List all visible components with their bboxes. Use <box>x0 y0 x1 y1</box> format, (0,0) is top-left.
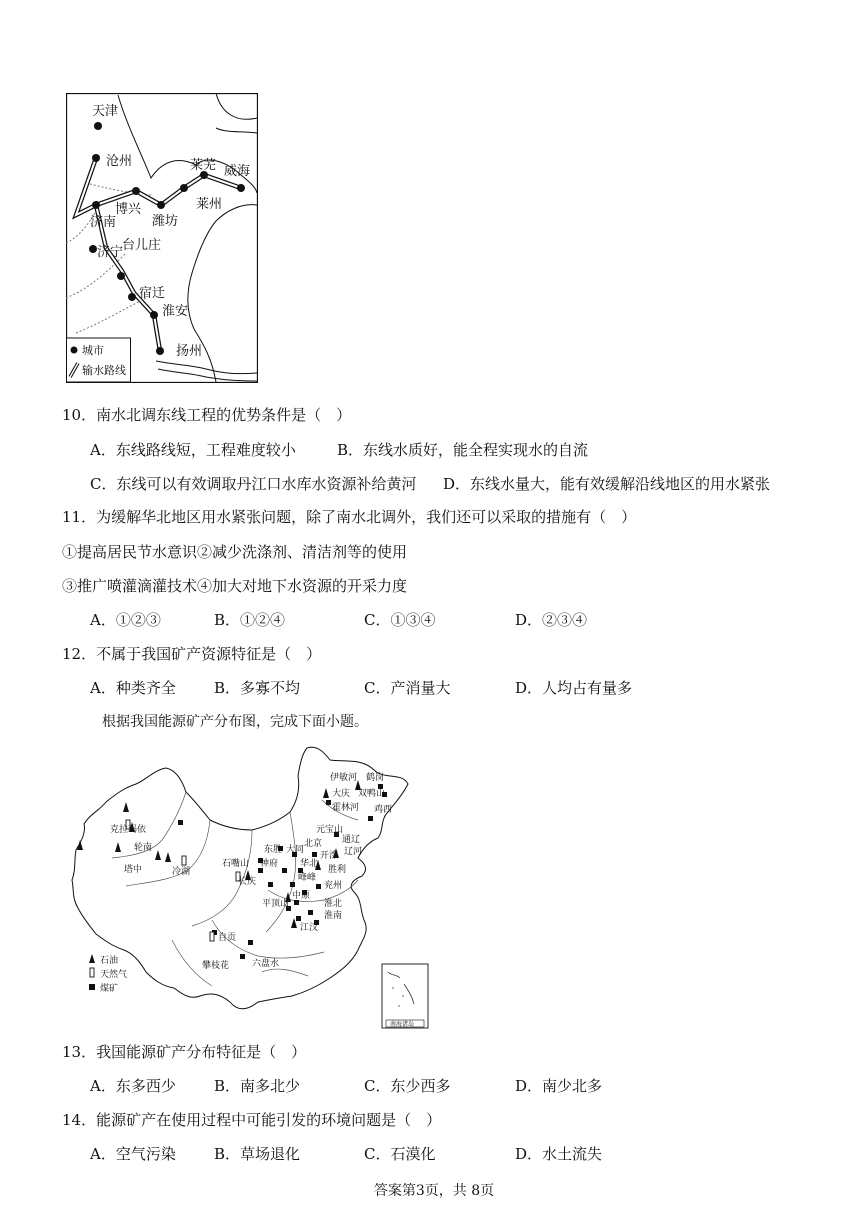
place-label: 北京 <box>304 839 323 849</box>
place-label: 东胜 <box>264 845 283 855</box>
city-label: 济宁 <box>97 245 124 260</box>
question-11-stem: 11．为缓解华北地区用水紧张问题，除了南水北调外，我们还可以采取的措施有（ ） <box>62 508 637 526</box>
energy-mineral-map-svg <box>62 740 434 1032</box>
legend-coal-label: 煤矿 <box>100 984 119 994</box>
east-route-map <box>66 93 258 383</box>
place-label: 淮北 <box>324 899 343 909</box>
question-12-option-d[interactable]: D．人均占有量多 <box>515 679 633 697</box>
question-11-option-c[interactable]: C．①③④ <box>364 611 436 629</box>
place-label: 鹤岗 <box>366 773 385 783</box>
place-label: 冷湖 <box>172 867 191 877</box>
question-11-line-1: ①提高居民节水意识②减少洗涤剂、清洁剂等的使用 <box>62 543 408 561</box>
city-label: 莱芜 <box>190 158 217 173</box>
place-label: 大同 <box>286 845 305 855</box>
question-10-stem: 10．南水北调东线工程的优势条件是（ ） <box>62 406 352 424</box>
question-12-stem: 12．不属于我国矿产资源特征是（ ） <box>62 645 322 663</box>
place-label: 平顶山 <box>262 899 290 909</box>
city-dot <box>180 184 188 192</box>
question-11-option-b[interactable]: B．①②④ <box>214 611 286 629</box>
legend-gas-label: 天然气 <box>100 970 128 980</box>
question-13-option-d[interactable]: D．南少北多 <box>515 1077 603 1095</box>
page-footer: 答案第3页，共 8页 <box>373 1183 495 1199</box>
energy-mineral-map <box>62 740 434 1032</box>
place-label: 伊敏河 <box>330 773 358 783</box>
question-11-option-d[interactable]: D．②③④ <box>515 611 588 629</box>
city-label: 威海 <box>224 164 251 179</box>
city-dot <box>94 122 102 130</box>
question-10-option-c[interactable]: C．东线可以有效调取丹江口水库水资源补给黄河 <box>90 475 417 493</box>
city-dot <box>92 154 100 162</box>
city-label: 扬州 <box>176 344 203 359</box>
city-label: 潍坊 <box>152 214 179 229</box>
question-13-option-a[interactable]: A．东多西少 <box>90 1077 176 1095</box>
place-label: 峰峰 <box>298 873 317 883</box>
city-label: 淮安 <box>162 304 189 319</box>
place-label: 自贡 <box>218 933 237 943</box>
place-label: 克拉玛依 <box>110 825 147 835</box>
legend-coal-icon <box>89 984 95 990</box>
question-14-option-b[interactable]: B．草场退化 <box>214 1145 301 1163</box>
place-label: 六盘水 <box>252 959 280 969</box>
place-label: 辽河 <box>344 847 363 857</box>
legend-city-icon <box>71 347 78 354</box>
city-label: 济南 <box>90 215 117 230</box>
question-10-option-b[interactable]: B．东线水质好，能全程实现水的自流 <box>337 441 589 459</box>
place-label: 塔中 <box>124 865 143 875</box>
place-label: 胜利 <box>328 865 347 875</box>
place-label: 元宝山 <box>316 825 344 835</box>
inset-label: 南海诸岛 <box>390 1021 415 1028</box>
legend-route-label: 输水路线 <box>82 364 126 377</box>
city-label: 宿迁 <box>139 286 166 301</box>
question-14-stem: 14．能源矿产在使用过程中可能引发的环境问题是（ ） <box>62 1111 442 1129</box>
place-label: 神府 <box>260 859 279 869</box>
city-label: 博兴 <box>115 202 142 217</box>
place-label: 中原 <box>292 891 311 901</box>
question-14-option-a[interactable]: A．空气污染 <box>90 1145 176 1163</box>
place-label: 通辽 <box>342 835 361 845</box>
legend-city-label: 城市 <box>82 344 104 357</box>
place-label: 石嘴山 <box>222 859 250 869</box>
question-11-option-a[interactable]: A．①②③ <box>90 611 161 629</box>
question-10-option-a[interactable]: A．东线路线短，工程难度较小 <box>90 441 296 459</box>
place-label: 轮南 <box>134 843 153 853</box>
place-label: 淮南 <box>324 911 343 921</box>
question-13-stem: 13．我国能源矿产分布特征是（ ） <box>62 1043 307 1061</box>
place-label: 开滦 <box>320 851 339 861</box>
east-route-map-svg <box>66 93 258 383</box>
question-13-option-c[interactable]: C．东少西多 <box>364 1077 451 1095</box>
city-dot <box>89 245 97 253</box>
place-label: 鸡西 <box>374 805 393 815</box>
question-12-option-c[interactable]: C．产消量大 <box>364 679 451 697</box>
place-label: 双鸭山 <box>358 789 386 799</box>
city-label: 台儿庄 <box>122 238 162 253</box>
city-dot <box>150 311 158 319</box>
legend-oil-label: 石油 <box>100 956 119 966</box>
question-12-option-a[interactable]: A．种类齐全 <box>90 679 176 697</box>
city-dot <box>132 187 140 195</box>
legend-gas-icon <box>90 968 94 977</box>
place-label: 霍林河 <box>332 803 360 813</box>
city-label: 沧州 <box>106 154 133 169</box>
city-dot <box>117 272 125 280</box>
place-label: 长庆 <box>238 877 257 887</box>
city-dot <box>157 201 165 209</box>
legend-oil-icon <box>89 954 95 963</box>
place-label: 攀枝花 <box>202 961 230 971</box>
city-label: 莱州 <box>196 197 223 212</box>
map-intro-text: 根据我国能源矿产分布图，完成下面小题。 <box>102 714 368 730</box>
south-china-sea-inset <box>382 964 428 1028</box>
place-label: 大庆 <box>332 789 351 799</box>
city-dot <box>128 293 136 301</box>
question-14-option-d[interactable]: D．水土流失 <box>515 1145 603 1163</box>
question-13-option-b[interactable]: B．南多北少 <box>214 1077 301 1095</box>
question-10-option-d[interactable]: D．东线水量大，能有效缓解沿线地区的用水紧张 <box>443 475 771 493</box>
place-label: 兖州 <box>324 881 343 891</box>
city-dot <box>237 184 245 192</box>
question-14-option-c[interactable]: C．石漠化 <box>364 1145 436 1163</box>
city-dot <box>156 347 164 355</box>
place-label: 华北 <box>300 859 319 869</box>
city-dot <box>92 201 100 209</box>
question-12-option-b[interactable]: B．多寡不均 <box>214 679 301 697</box>
question-11-line-2: ③推广喷灌滴灌技术④加大对地下水资源的开采力度 <box>62 577 408 595</box>
city-label: 天津 <box>92 104 119 119</box>
place-label: 江汉 <box>300 923 319 933</box>
